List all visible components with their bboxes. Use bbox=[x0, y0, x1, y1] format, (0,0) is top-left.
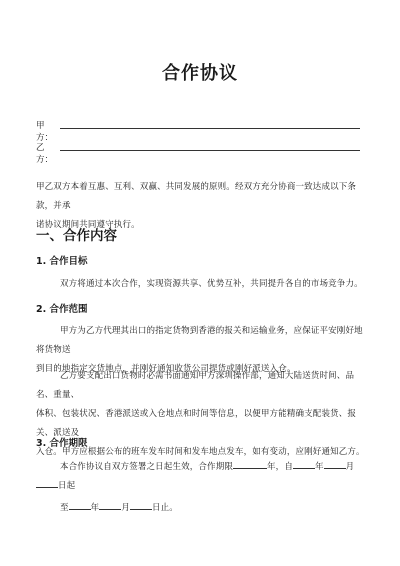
party-a-row bbox=[36, 120, 60, 144]
scope-heading: 2. 合作范围 bbox=[36, 304, 88, 315]
term-text-a: 本合作协议自双方签署之日起生效，合作期限 bbox=[60, 462, 234, 472]
end-month-blank bbox=[99, 499, 121, 510]
party-b-label: 乙方： bbox=[36, 143, 54, 165]
term-text-f: 至 bbox=[60, 503, 69, 513]
start-day-blank bbox=[36, 477, 58, 488]
term-line-2 bbox=[36, 499, 366, 518]
term-years-blank bbox=[233, 458, 267, 469]
party-b-row bbox=[36, 142, 60, 166]
term-text-h: 月 bbox=[121, 503, 130, 513]
goal-text: 双方将通过本次合作，实现资源共享、优势互补，共同提升各自的市场竞争力。 bbox=[60, 279, 363, 289]
document-title: 合作协议 bbox=[162, 63, 238, 84]
intro-line-2: 诺协议期间共同遵守执行。 bbox=[36, 220, 140, 230]
scope-p2-line-2: 体积、包装状况、香港派送或入仓地点和时间等信息，以便甲方能精确支配装货、报关、派送及 bbox=[36, 409, 357, 438]
start-year-blank bbox=[293, 458, 315, 469]
party-a-label: 甲方： bbox=[36, 121, 54, 143]
term-paragraph bbox=[36, 458, 366, 518]
party-b-blank-line bbox=[60, 150, 360, 151]
scope-p1-line-2: 到目的地指定交货地点，并刚好通知收货公司提货或刚好派送入仓。 bbox=[36, 364, 296, 374]
term-text-b: 年，自 bbox=[267, 462, 293, 472]
goal-paragraph bbox=[36, 275, 366, 294]
term-line-1 bbox=[36, 458, 366, 496]
end-day-blank bbox=[130, 499, 152, 510]
term-text-i: 日止。 bbox=[151, 503, 178, 513]
term-text-c: 年 bbox=[314, 462, 324, 472]
start-month-blank bbox=[324, 458, 346, 469]
party-a-blank-line bbox=[60, 128, 360, 129]
scope-p1-line-1: 甲方为乙方代理其出口的指定货物到香港的报关和运输业务，应保证平安刚好地将货物送 bbox=[36, 326, 363, 355]
term-text-g: 年 bbox=[90, 503, 100, 513]
term-text-d: 月 bbox=[345, 462, 355, 472]
term-heading: 3. 合作期限 bbox=[36, 438, 88, 449]
term-text-e: 日起 bbox=[58, 481, 76, 491]
intro-line-1: 甲乙双方本着互惠、互利、双赢、共同发展的原则。经双方充分协商一致达成以下条款，并承 bbox=[36, 182, 357, 211]
goal-heading: 1. 合作目标 bbox=[36, 256, 88, 267]
scope-p2-line-3: 入仓。甲方应根据公布的班车发车时间和发车地点发车，如有变动，应刚好通知乙方。 bbox=[36, 447, 365, 457]
scope-p2-line-1: 乙方要支配出口货物时必需书面通知甲方深圳操作部，通知大陆送货时间、品名、重量、 bbox=[36, 371, 355, 400]
end-year-blank bbox=[69, 499, 91, 510]
section-1-heading: 一、合作内容 bbox=[36, 228, 117, 244]
